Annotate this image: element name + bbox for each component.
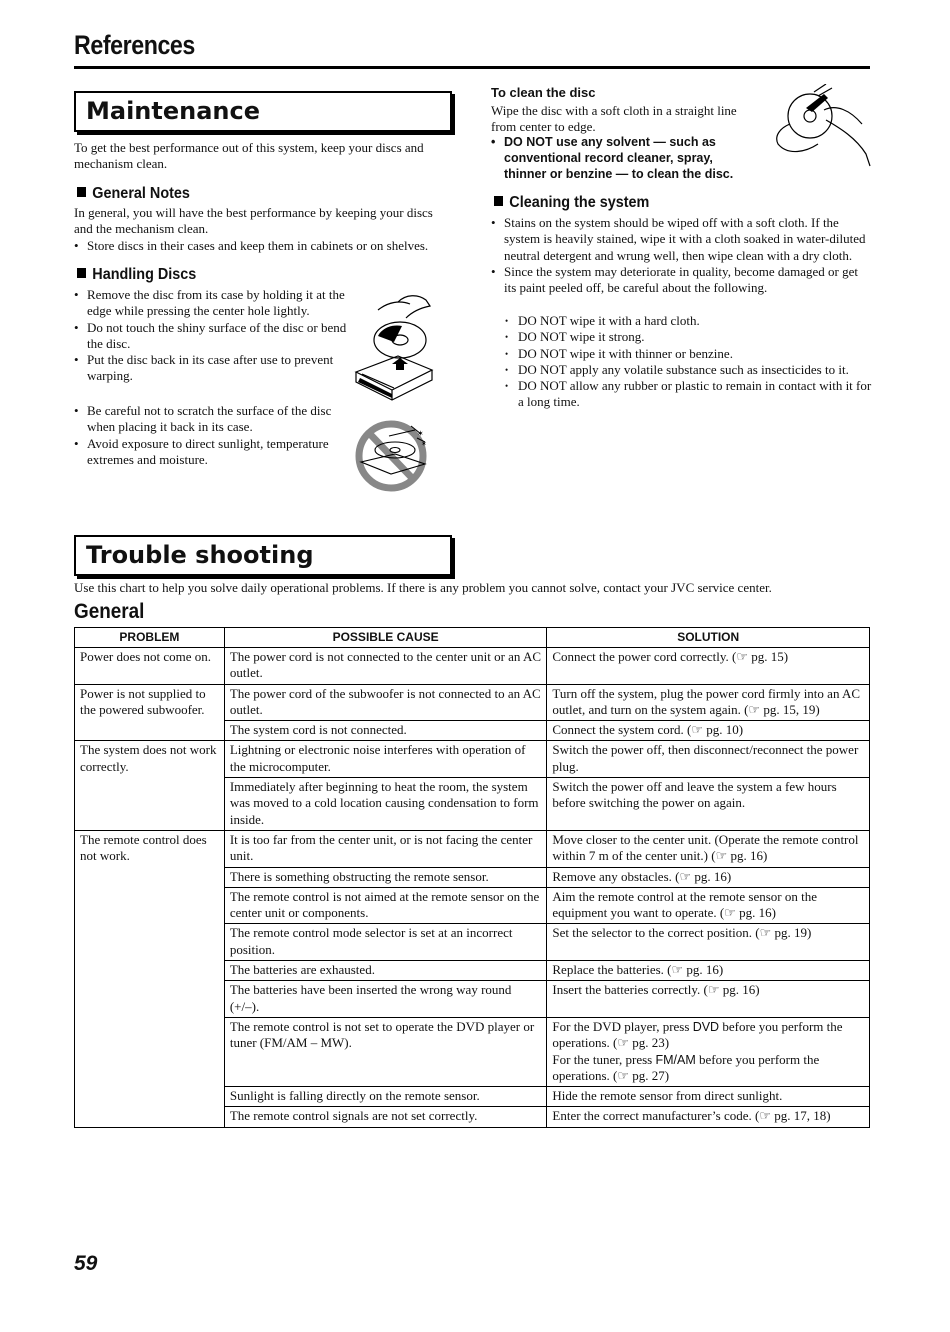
problem-cell-empty xyxy=(75,1107,225,1127)
cause-cell: Immediately after beginning to heat the room, the system was moved to a cold location causing condensation to form inside. xyxy=(224,778,547,831)
handling-discs-list-a xyxy=(74,287,350,385)
problem-cell-empty xyxy=(75,778,225,831)
cause-cell: The system cord is not connected. xyxy=(224,721,547,741)
disc-in-case-illustration xyxy=(348,290,434,408)
problem-cell-empty xyxy=(75,961,225,981)
page-number: 59 xyxy=(74,1252,98,1275)
solution-cell: Connect the system cord. (☞ pg. 10) xyxy=(547,721,870,741)
general-notes-title: General Notes xyxy=(92,185,190,202)
clean-disc-warning-text: DO NOT use any solvent — such as conventional record cleaner, spray, thinner or benzine — to clean the disc. xyxy=(504,135,734,181)
solution-cell: Set the selector to the correct position. (☞ pg. 19) xyxy=(547,924,870,961)
problem-cell-empty xyxy=(75,1087,225,1107)
clean-disc-text: Wipe the disc with a soft cloth in a straight line from center to edge. xyxy=(491,103,737,135)
list-item: • DO NOT allow any rubber or plastic to remain in contact with it for a long time. xyxy=(491,378,873,411)
wiping-disc-illustration xyxy=(766,84,872,168)
cause-cell: There is something obstructing the remote sensor. xyxy=(224,867,547,887)
cause-cell: The remote control is not set to operate the DVD player or tuner (FM/AM – MW). xyxy=(224,1017,547,1086)
table-row xyxy=(75,1107,870,1127)
cause-cell: The remote control is not aimed at the remote sensor on the center unit or components. xyxy=(224,887,547,924)
fm-am-key-label: FM/AM xyxy=(655,1052,696,1067)
problem-cell-empty xyxy=(75,867,225,887)
dvd-key-label: DVD xyxy=(692,1019,720,1034)
table-row xyxy=(75,961,870,981)
cause-cell: The power cord is not connected to the center unit or an AC outlet. xyxy=(224,648,547,685)
problem-cell: The system does not work correctly. xyxy=(75,741,225,778)
list-item: • Do not touch the shiny surface of the disc or bend the disc. xyxy=(74,320,350,353)
trouble-shooting-title: Trouble shooting xyxy=(74,535,452,576)
cause-cell: The batteries are exhausted. xyxy=(224,961,547,981)
general-notes-text: In general, you will have the best performance by keeping your discs and the mechanism clean. xyxy=(74,205,433,237)
solution-text: before you perform the operations. (☞ pg. 23) xyxy=(552,1018,843,1051)
header-solution: SOLUTION xyxy=(547,628,870,648)
list-item: • DO NOT wipe it with thinner or benzine. xyxy=(491,346,873,362)
header-rule xyxy=(74,66,870,69)
cause-cell: The remote control signals are not set correctly. xyxy=(224,1107,547,1127)
list-item: • Remove the disc from its case by holding it at the edge while pressing the center hole lightly. xyxy=(74,287,350,320)
solution-text: before you perform the operations. (☞ pg. 27) xyxy=(552,1051,820,1083)
problem-cell-empty xyxy=(75,1017,225,1086)
problem-cell-empty xyxy=(75,887,225,924)
problem-cell-empty xyxy=(75,721,225,741)
solution-text: For the tuner, press xyxy=(552,1051,656,1067)
cleaning-system-title: Cleaning the system xyxy=(509,194,650,211)
maintenance-intro: To get the best performance out of this system, keep your discs and mechanism clean. xyxy=(74,140,424,172)
square-bullet-icon xyxy=(494,196,503,206)
header-cause: POSSIBLE CAUSE xyxy=(224,628,547,648)
header-problem: PROBLEM xyxy=(75,628,225,648)
cause-cell: It is too far from the center unit, or is not facing the center unit. xyxy=(224,830,547,867)
cleaning-system-heading xyxy=(494,194,649,212)
table-row xyxy=(75,778,870,831)
list-item: • Store discs in their cases and keep them in cabinets or on shelves. xyxy=(74,238,459,254)
problem-cell: Power does not come on. xyxy=(75,648,225,685)
table-row xyxy=(75,830,870,867)
trouble-intro: Use this chart to help you solve daily operational problems. If there is any problem you cannot solve, contact your JVC service center. xyxy=(74,580,772,595)
table-row xyxy=(75,867,870,887)
solution-text: For the DVD player, press xyxy=(552,1018,693,1034)
general-notes-list xyxy=(74,238,459,254)
table-row xyxy=(75,1087,870,1107)
solution-cell: Replace the batteries. (☞ pg. 16) xyxy=(547,961,870,981)
table-row xyxy=(75,887,870,924)
square-bullet-icon xyxy=(77,268,86,278)
table-row xyxy=(75,648,870,685)
solution-cell: Switch the power off and leave the system a few hours before switching the power on again. xyxy=(547,778,870,831)
solution-cell: Enter the correct manufacturer’s code. (☞ pg. 17, 18) xyxy=(547,1107,870,1127)
problem-cell: The remote control does not work. xyxy=(75,830,225,867)
table-row xyxy=(75,924,870,961)
troubleshooting-table xyxy=(74,627,870,1128)
solution-cell: Remove any obstacles. (☞ pg. 16) xyxy=(547,867,870,887)
list-item: • Stains on the system should be wiped off with a soft cloth. If the system is heavily stained, wipe it with a cloth soaked in water-diluted neutral detergent and wrung well, then wipe clean with a dry cloth. xyxy=(491,215,873,264)
solution-cell: Hide the remote sensor from direct sunlight. xyxy=(547,1087,870,1107)
solution-cell: Connect the power cord correctly. (☞ pg. 15) xyxy=(547,648,870,685)
handling-discs-heading xyxy=(77,266,196,284)
list-item: • DO NOT apply any volatile substance such as insecticides to it. xyxy=(491,362,873,378)
clean-disc-title: To clean the disc xyxy=(491,85,596,100)
cause-cell: The power cord of the subwoofer is not connected to an AC outlet. xyxy=(224,684,547,721)
table-row xyxy=(75,684,870,721)
general-section-title: General xyxy=(74,600,145,623)
table-row xyxy=(75,741,870,778)
list-item: • Be careful not to scratch the surface of the disc when placing it back in its case. xyxy=(74,403,354,436)
list-item: • DO NOT wipe it strong. xyxy=(491,329,873,345)
problem-cell-empty xyxy=(75,981,225,1018)
cause-cell: The batteries have been inserted the wrong way round (+/–). xyxy=(224,981,547,1018)
problem-cell: Power is not supplied to the powered subwoofer. xyxy=(75,684,225,721)
list-item: • DO NOT wipe it with a hard cloth. xyxy=(491,313,873,329)
table-row xyxy=(75,1017,870,1086)
table-row xyxy=(75,981,870,1018)
cleaning-system-sublist xyxy=(491,313,873,411)
do-not-scratch-illustration xyxy=(355,406,427,498)
svg-text:✶: ✶ xyxy=(417,429,424,438)
svg-text:✶: ✶ xyxy=(421,440,427,448)
list-item: • Since the system may deteriorate in quality, become damaged or get its paint peeled off, be careful about the following. xyxy=(491,264,873,297)
cause-cell: Lightning or electronic noise interferes with operation of the microcomputer. xyxy=(224,741,547,778)
handling-discs-title: Handling Discs xyxy=(92,266,197,283)
square-bullet-icon xyxy=(77,187,86,197)
list-item: • Put the disc back in its case after use to prevent warping. xyxy=(74,352,350,385)
maintenance-title: Maintenance xyxy=(74,91,452,132)
solution-cell: Insert the batteries correctly. (☞ pg. 16) xyxy=(547,981,870,1018)
solution-cell xyxy=(547,1017,870,1086)
solution-cell: Aim the remote control at the remote sensor on the equipment you want to operate. (☞ pg. 16) xyxy=(547,887,870,924)
bullet-icon: • xyxy=(491,135,496,149)
clean-disc-warning xyxy=(491,135,753,182)
solution-cell: Turn off the system, plug the power cord firmly into an AC outlet, and turn on the system again. (☞ pg. 15, 19) xyxy=(547,684,870,721)
solution-cell: Switch the power off, then disconnect/reconnect the power plug. xyxy=(547,741,870,778)
page-header-title: References xyxy=(74,30,195,60)
cause-cell: Sunlight is falling directly on the remote sensor. xyxy=(224,1087,547,1107)
solution-cell: Move closer to the center unit. (Operate the remote control within 7 m of the center unit.) (☞ pg. 16) xyxy=(547,830,870,867)
table-header-row xyxy=(75,628,870,648)
problem-cell-empty xyxy=(75,924,225,961)
general-notes-heading xyxy=(77,185,190,203)
cleaning-system-list xyxy=(491,215,873,296)
handling-discs-list-b xyxy=(74,403,354,468)
list-item: • Avoid exposure to direct sunlight, temperature extremes and moisture. xyxy=(74,436,354,469)
cause-cell: The remote control mode selector is set at an incorrect position. xyxy=(224,924,547,961)
table-row xyxy=(75,721,870,741)
